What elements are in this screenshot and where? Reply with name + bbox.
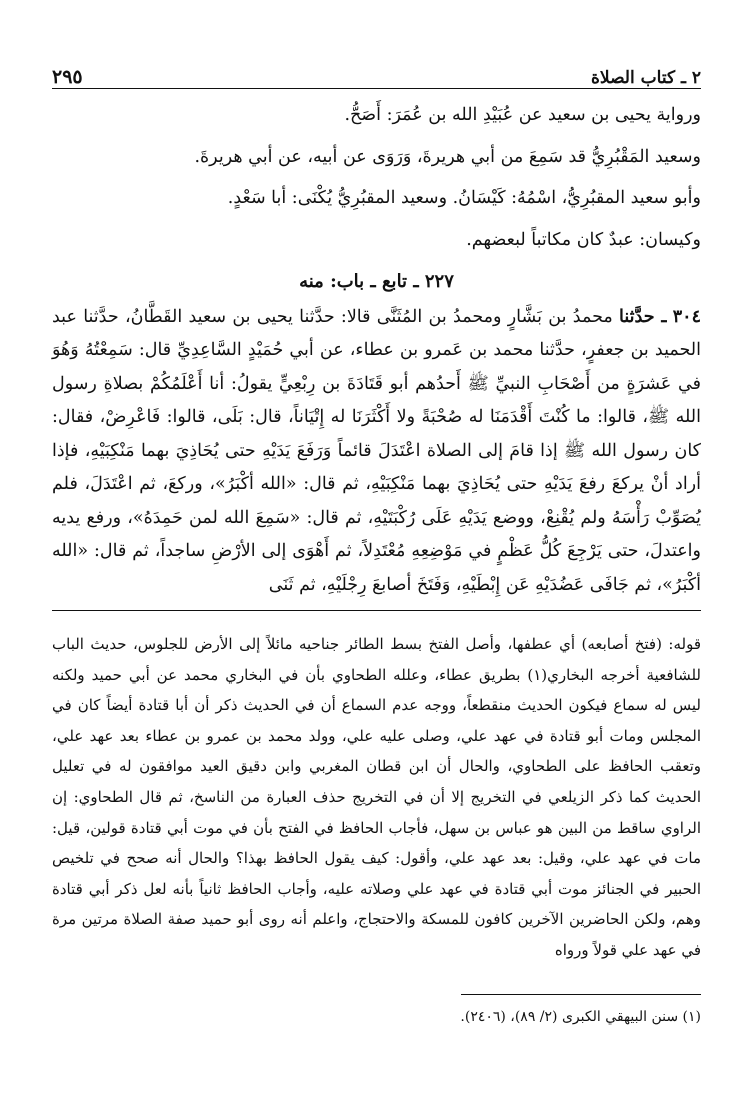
- paragraph-4: وكيسان: عبدٌ كان مكاتباً لبعضهم.: [466, 229, 701, 250]
- chapter-title: ٢ ـ كتاب الصلاة: [591, 68, 701, 88]
- commentary-notes: [52, 629, 701, 966]
- footnote: (١) سنن البيهقي الكبرى (٢/ ٨٩)، (٢٤٠٦).: [460, 1008, 701, 1025]
- paragraph-3: وأبو سعيد المقبُرِيُّ، اسْمُهُ: كَيْسَانُ. وسعيد المقبُرِيُّ يُكْنَى: أبا سَعْدٍ.: [227, 188, 701, 208]
- hadith-paragraph: [52, 301, 701, 603]
- hadith-text: محمدُ بن بَشَّارٍ ومحمدُ بن المُثَنَّى قالا: حدَّثنا يحيى بن سعيد القَطَّانُ، حدَّثنا عبد الحميد بن جعفرٍ، حدَّثنا محمد بن عَمرو بن عطاء، عن أبي حُمَيْدٍ السَّاعِدِيِّ قال: سَمِعْتُهُ وَهُوَ في عَشرَةٍ من أَصْحَابِ النبيِّ ﷺ أَحدُهم أبو قَتَادَةَ بن رِبْعِيٍّ يقولُ: أنا أَعْلَمُكُمْ بصلاةِ رسول الله ﷺ، قالوا: ما كُنْتَ أَقْدَمَنَا له صُحْبَةً ولا أَكْثَرَنَا له إِتْيَاناً، قال: بَلَى، قالوا: فَاعْرِضْ، فقال: كان رسول الله ﷺ إذا قامَ إلى الصلاة اعْتَدَلَ قائماً وَرَفَعَ يَدَيْهِ حتى يُحَاذِيَ بهما مَنْكِبَيْهِ، فإذا أراد أنْ يركعَ رفعَ يَدَيْهِ حتى يُحَاذِيَ بهما مَنْكِبَيْهِ، ثم قال: «الله أكْبَرُ»، وركعَ، ثم اعْتَدَلَ، فلم يُصَوِّبْ رَأْسَهُ ولم يُقْنِعْ، ووضع يَدَيْهِ عَلَى رُكْبَتَيْهِ، ثم قال: «سَمِعَ الله لمن حَمِدَهُ»، ورفع يديه واعتدلَ، حتى يَرْجِعَ كُلُّ عَظْمٍ في مَوْضِعِهِ مُعْتَدِلاً، ثم أَهْوَى إلى الأرْضِ ساجداً، ثم قال: «الله أكْبَرُ»، ثم جَافَى عَضُدَيْهِ عَن إِبْطَيْهِ، وَفَتَخَ أصابعَ رِجْلَيْهِ، ثم ثَنَى: [52, 306, 701, 595]
- paragraph-1: ورواية يحيى بن سعيد عن عُبَيْدِ الله بن عُمَرَ: أَصَحُّ.: [344, 105, 701, 125]
- notes-separator: [52, 610, 701, 611]
- hadith-keyword: ـ حدَّثنا: [619, 306, 667, 327]
- footnote-separator: [461, 994, 701, 995]
- commentary-text: قوله: (فتخ أصابعه) أي عطفها، وأصل الفتخ بسط الطائر جناحيه مائلاً إلى الأرض للجلوس، حديث الباب للشافعية أخرجه البخاري(١) بطريق عطاء، وعلله الطحاوي بأن في البخاري محمد عن أبي حميد ولكنه ليس له سماع فيكون الحديث منقطعاً، ووجه عدم السماع أن في الحديث ذكر أن أبا قتادة أيضاً كان في المجلس ومات أبو قتادة في عهد علي، وصلى عليه علي، وولد محمد بن عمرو بن عطاء بعد عهد علي، وتعقب الحافظ على الطحاوي، والحال أن ابن قطان المغربي وابن دقيق العيد موافقون له في تعليل الحديث كما ذكر الزيلعي في التخريج إلا أن في التخريج حذف العبارة من الناسخ، ثم قال الطحاوي: إن الراوي ساقط من البين هو عباس بن سهل، فأجاب الحافظ في الفتح بأن في موت أبي قتادة قولين، قيل: مات في عهد علي، وقيل: بعد عهد علي، وأقول: كيف يقول الحافظ بهذا؟ والحال أنه صحح في تلخيص الحبير في الجنائز موت أبي قتادة في عهد علي وصلاته عليه، وأجاب الحافظ ثانياً بأنه لعل ذكر أبي قتادة وهم، ولكن الحاضرين الآخرين كافون للمسكة والاحتجاج، واعلم أنه روى أبو حميد صفة الصلاة مرتين مرة في عهد علي قولاً ورواه: [52, 635, 701, 959]
- main-text: [52, 99, 701, 602]
- hadith-number: ٣٠٤: [672, 306, 701, 327]
- chapter-heading: ٢٢٧ ـ تابع ـ باب: منه: [299, 271, 454, 292]
- paragraph-2: وسعيد المَقْبُرِيُّ قد سَمِعَ من أبي هريرةَ، وَرَوَى عن أبيه، عن أبي هريرةَ.: [194, 146, 701, 167]
- page-number: ٢٩٥: [52, 66, 83, 88]
- running-header: [52, 58, 701, 89]
